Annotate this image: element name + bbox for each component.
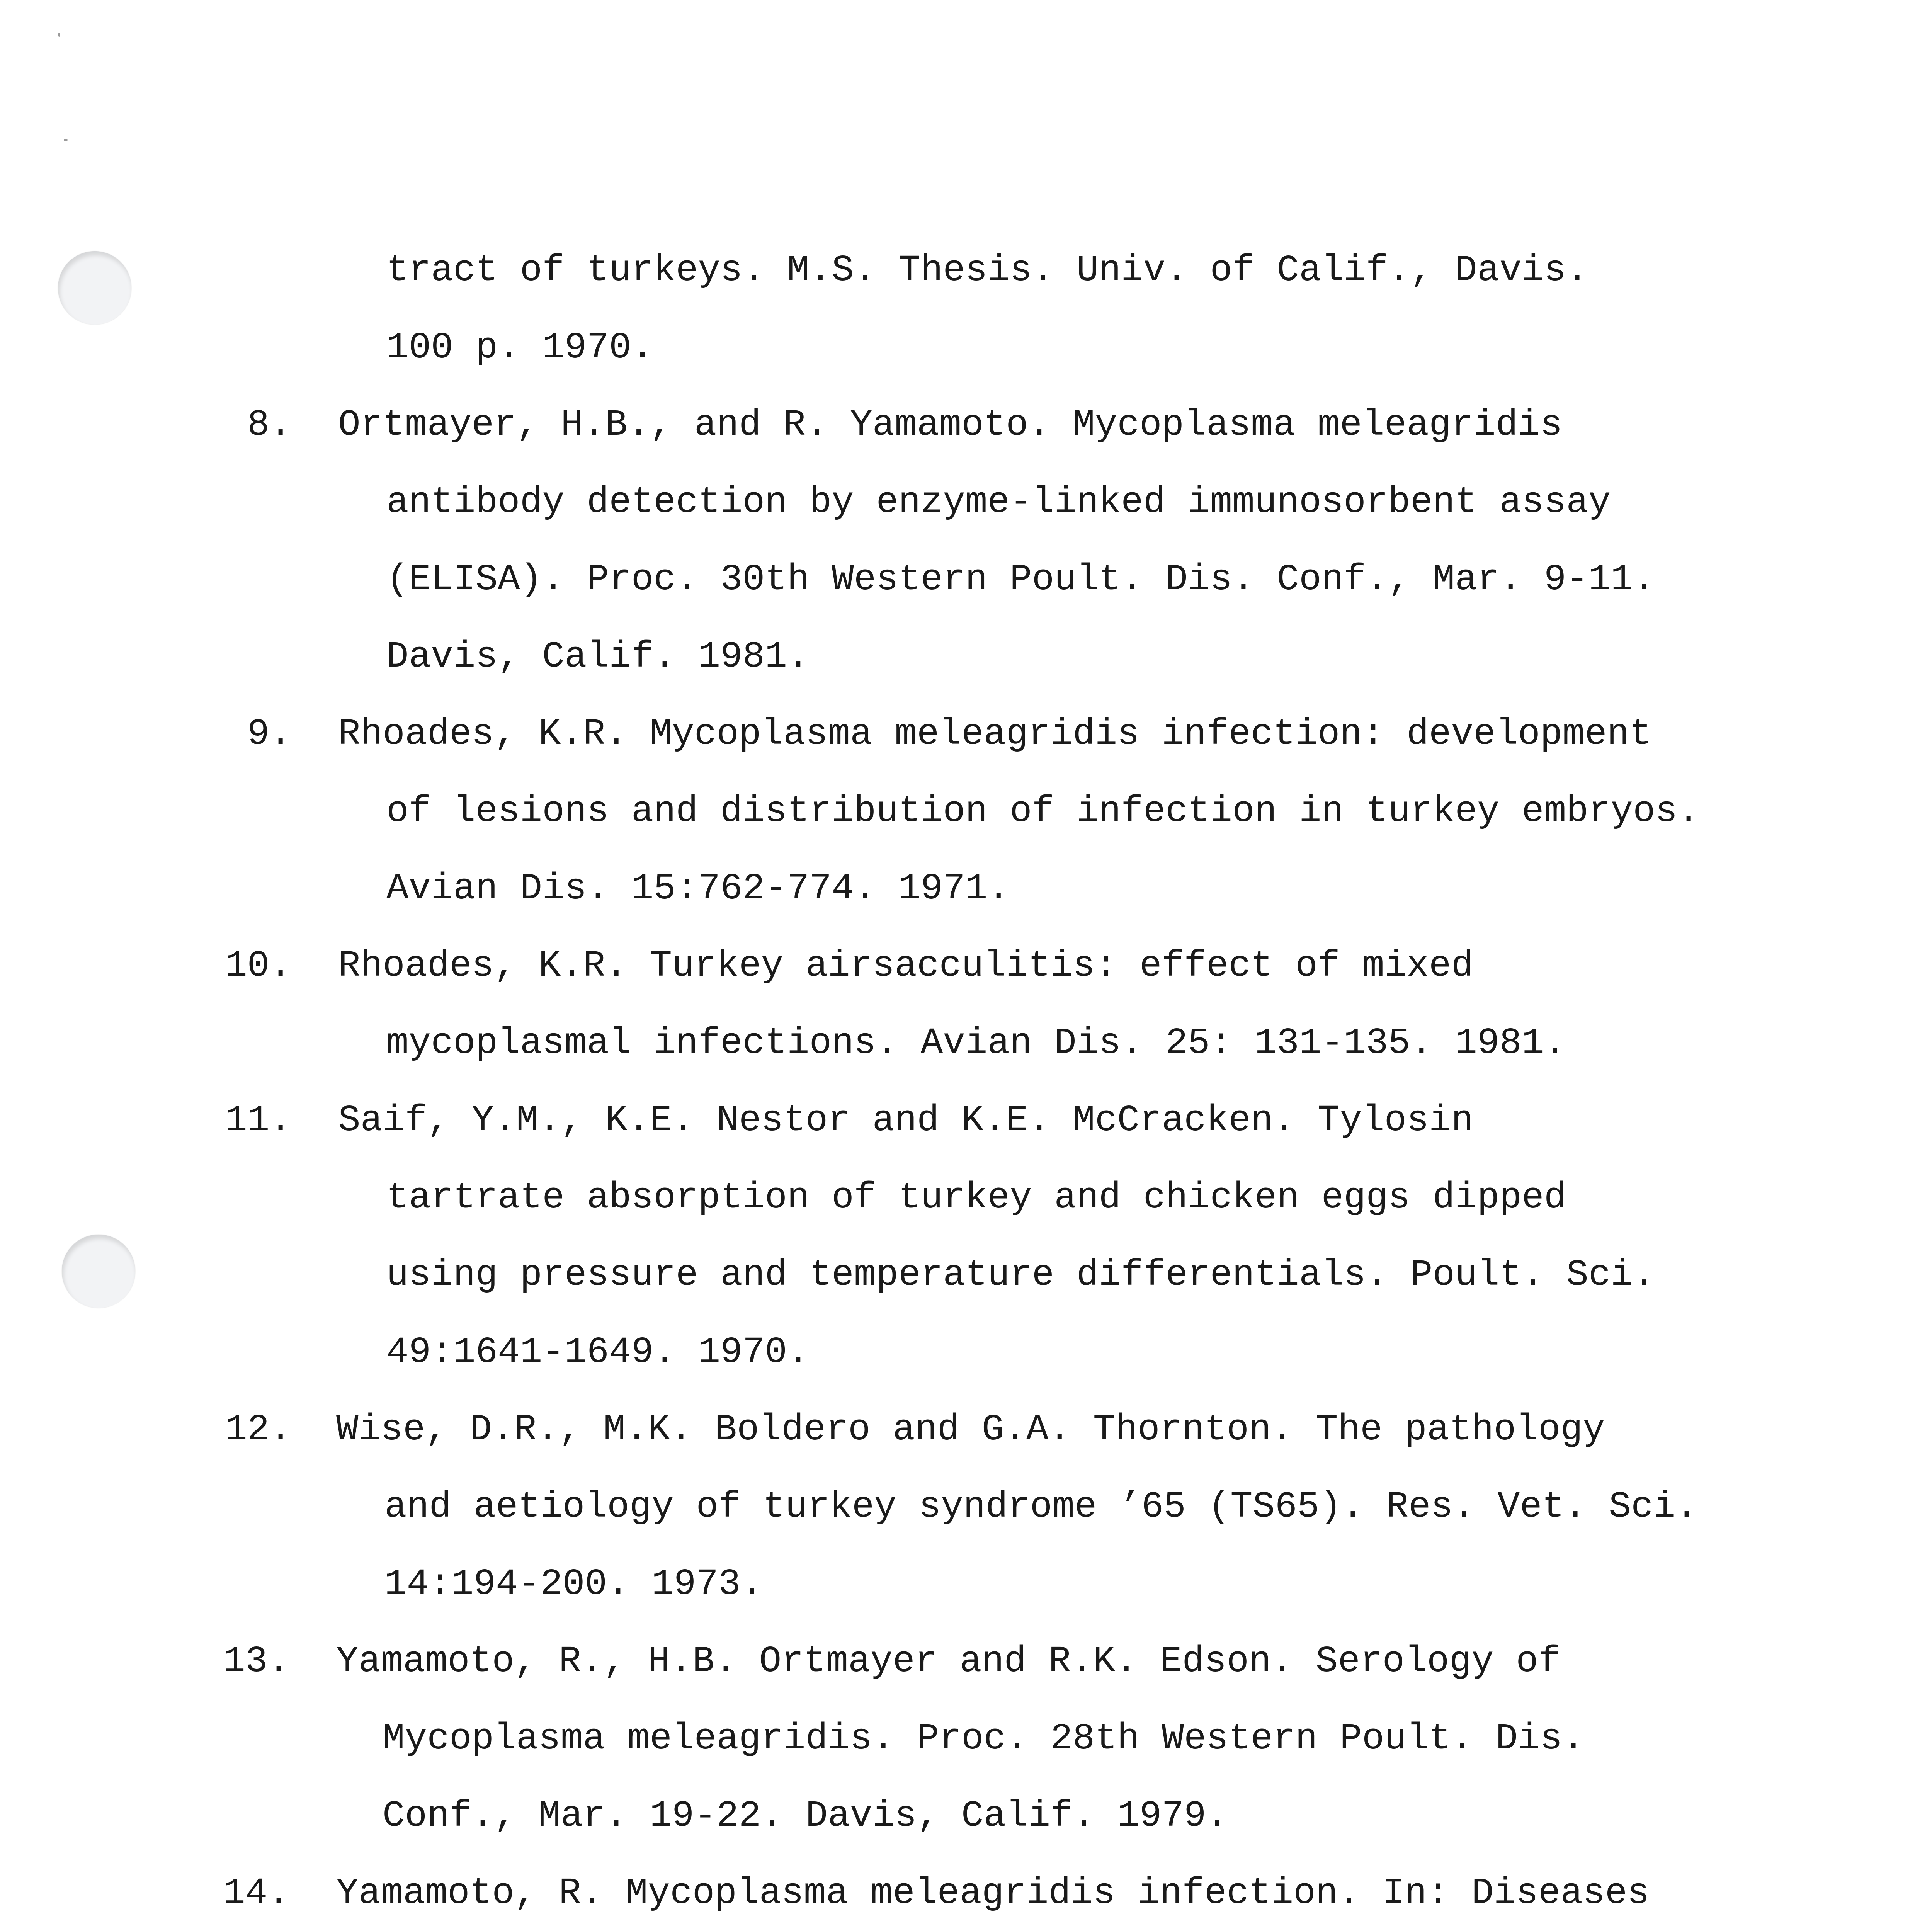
reference-line: Wise, D.R., M.K. Boldero and G.A. Thornton. The pathology <box>336 1408 1605 1451</box>
reference-line: Avian Dis. 15:762-774. 1971. <box>386 867 1010 910</box>
reference-line: Ortmayer, H.B., and R. Yamamoto. Mycoplasma meleagridis <box>338 404 1563 446</box>
reference-number: 8. <box>247 404 292 446</box>
reference-line: Yamamoto, R. Mycoplasma meleagridis infection. In: Diseases <box>336 1872 1650 1914</box>
reference-number: 13. <box>223 1640 290 1682</box>
reference-line: 100 p. 1970. <box>386 327 654 369</box>
reference-line: using pressure and temperature differentials. Poult. Sci. <box>386 1254 1655 1296</box>
punch-hole-middle <box>62 1235 135 1308</box>
reference-line: Saif, Y.M., K.E. Nestor and K.E. McCracken. Tylosin <box>338 1099 1474 1141</box>
reference-line: 49:1641-1649. 1970. <box>386 1331 810 1373</box>
reference-number: 11. <box>225 1099 292 1141</box>
reference-number: 10. <box>225 945 292 987</box>
scan-speck <box>58 33 60 37</box>
reference-line: tartrate absorption of turkey and chicken eggs dipped <box>386 1177 1566 1219</box>
reference-line: Mycoplasma meleagridis. Proc. 28th Western Poult. Dis. <box>383 1718 1585 1760</box>
reference-line: and aetiology of turkey syndrome ’65 (TS65). Res. Vet. Sci. <box>384 1486 1698 1528</box>
reference-line: Conf., Mar. 19-22. Davis, Calif. 1979. <box>383 1795 1229 1837</box>
reference-line: Yamamoto, R., H.B. Ortmayer and R.K. Edson. Serology of <box>336 1640 1561 1682</box>
reference-line: 14:194-200. 1973. <box>384 1563 763 1605</box>
reference-line: (ELISA). Proc. 30th Western Poult. Dis. Conf., Mar. 9-11. <box>386 558 1655 600</box>
reference-number: 9. <box>247 713 292 755</box>
reference-line: antibody detection by enzyme-linked immunosorbent assay <box>386 481 1611 523</box>
reference-line: Rhoades, K.R. Turkey airsacculitis: effect of mixed <box>338 945 1474 987</box>
punch-hole-top <box>58 251 131 325</box>
reference-line: mycoplasmal infections. Avian Dis. 25: 131-135. 1981. <box>386 1022 1566 1064</box>
reference-line: Rhoades, K.R. Mycoplasma meleagridis infection: development <box>338 713 1651 755</box>
reference-line: of lesions and distribution of infection in turkey embryos. <box>386 790 1700 832</box>
reference-line: tract of turkeys. M.S. Thesis. Univ. of Calif., Davis. <box>386 249 1588 291</box>
reference-line: Davis, Calif. 1981. <box>386 636 810 678</box>
reference-number: 12. <box>225 1408 292 1451</box>
reference-number: 14. <box>223 1872 290 1914</box>
scan-speck <box>64 139 68 141</box>
